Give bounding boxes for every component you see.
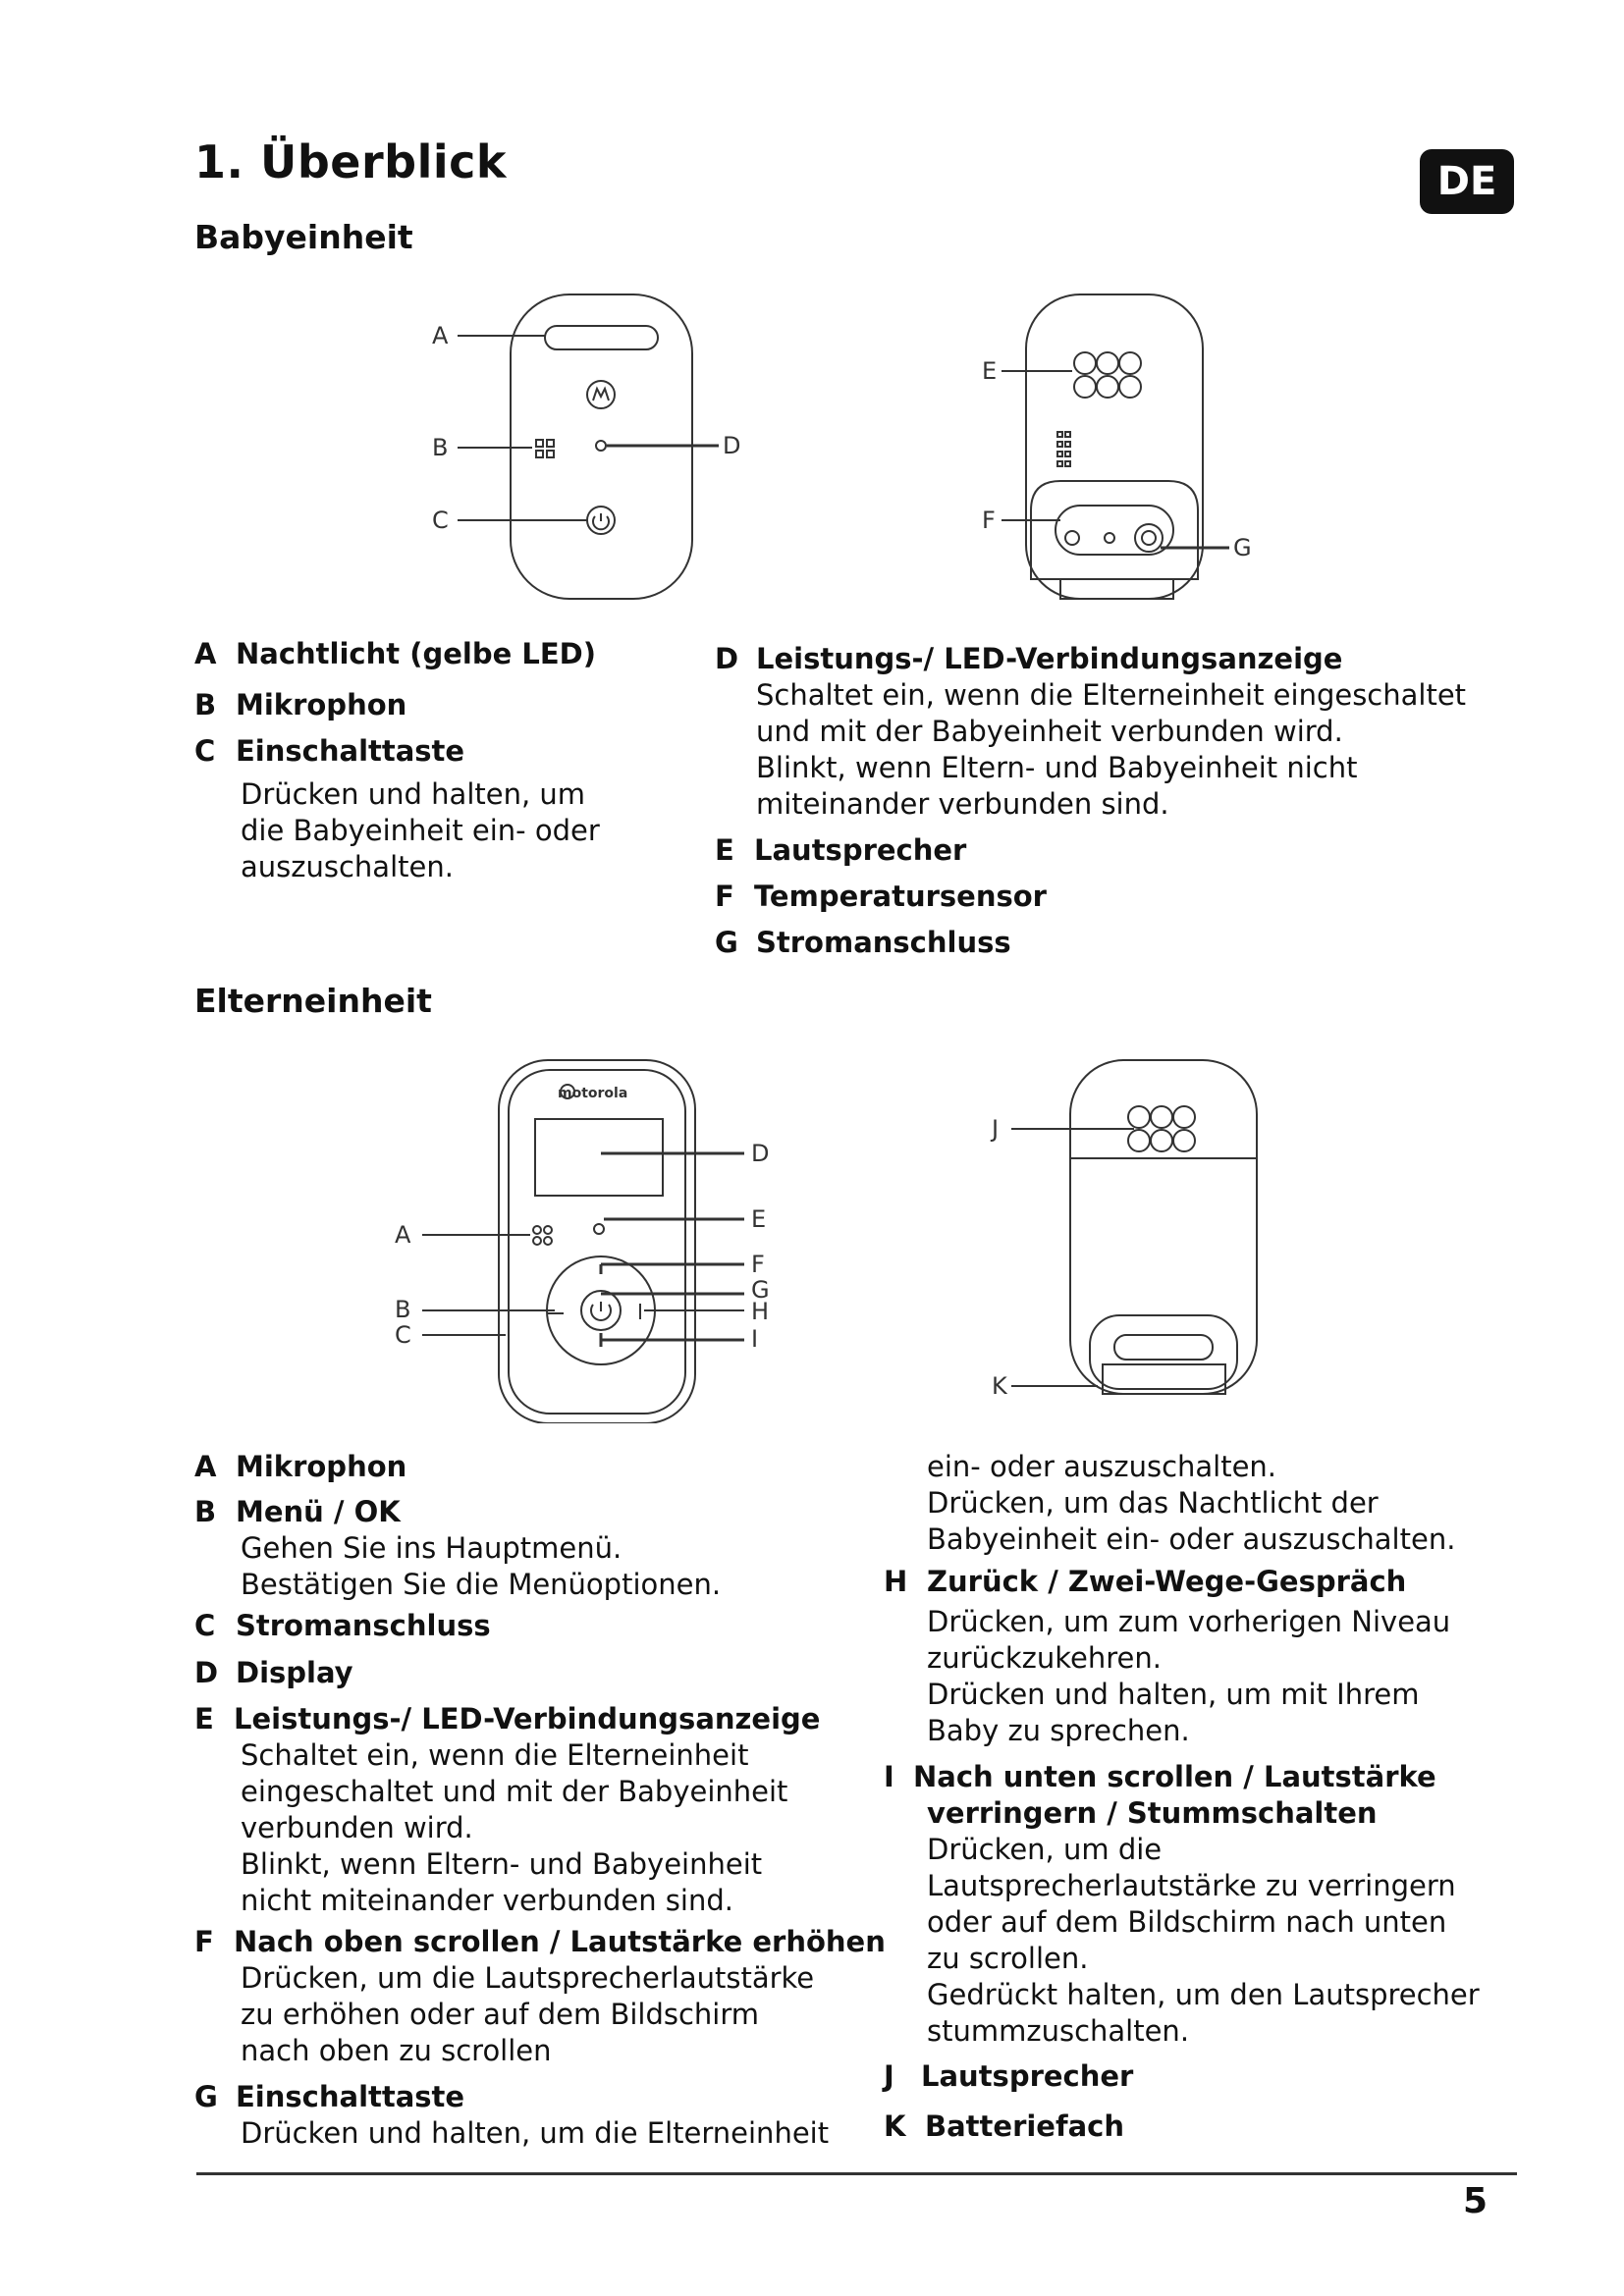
item-desc: nach oben zu scrollen (241, 2034, 552, 2067)
item-desc: Drücken und halten, um mit Ihrem (927, 1678, 1420, 1711)
parent-label-h: H (751, 1298, 770, 1325)
list-item (194, 687, 406, 723)
list-item (194, 1449, 406, 1485)
item-letter: C (194, 1609, 216, 1642)
baby-unit-heading: Babyeinheit (194, 218, 413, 256)
list-item (715, 925, 1011, 961)
list-item (715, 641, 1466, 823)
item-letter: E (715, 833, 734, 867)
item-desc: nicht miteinander verbunden sind. (241, 1884, 733, 1917)
list-item (194, 2079, 829, 2152)
item-desc: miteinander verbunden sind. (756, 787, 1169, 821)
list-item (715, 832, 966, 869)
item-title: Batteriefach (925, 2109, 1124, 2143)
item-desc: Bestätigen Sie die Menüoptionen. (241, 1568, 722, 1601)
item-letter: F (715, 880, 734, 913)
item-letter: E (194, 1702, 214, 1735)
item-desc: oder auf dem Bildschirm nach unten (927, 1905, 1447, 1939)
baby-label-a: A (432, 322, 449, 349)
item-letter: A (194, 637, 217, 670)
item-title: Einschalttaste (236, 2080, 465, 2113)
item-desc: Blinkt, wenn Eltern- und Babyeinheit nicht (756, 751, 1358, 784)
list-item (884, 1759, 1480, 2050)
item-letter: G (715, 926, 738, 959)
led-indicator (596, 441, 606, 451)
speaker-grille (1074, 352, 1141, 398)
battery-compartment (1090, 1315, 1237, 1389)
item-title: Stromanschluss (756, 926, 1011, 959)
page-title: 1. Überblick (194, 135, 507, 188)
item-letter: J (884, 2059, 894, 2093)
baby-label-d: D (723, 432, 741, 459)
item-title: verringern / Stummschalten (927, 1796, 1378, 1830)
item-letter: D (194, 1656, 219, 1689)
item-desc: Gehen Sie ins Hauptmenü. (241, 1531, 623, 1565)
baby-unit-back-body (1026, 294, 1203, 599)
list-item (715, 879, 1047, 915)
parent-label-a: A (395, 1221, 411, 1249)
item-desc: zu scrollen. (927, 1942, 1089, 1975)
item-desc: verbunden wird. (241, 1811, 473, 1844)
list-item (194, 1924, 886, 2069)
parent-label-d: D (751, 1140, 770, 1167)
temperature-sensor (1065, 531, 1079, 545)
baby-label-b: B (432, 434, 449, 461)
item-desc: auszuschalten. (241, 850, 454, 883)
display-screen (535, 1119, 663, 1196)
parent-label-g: G (751, 1276, 770, 1304)
item-letter: I (884, 1760, 894, 1793)
list-item (884, 2109, 1124, 2145)
item-desc: Baby zu sprechen. (927, 1714, 1190, 1747)
item-desc: Schaltet ein, wenn die Elterneinheit eingeschaltet (756, 678, 1467, 712)
item-title: Nach unten scrollen / Lautstärke (913, 1760, 1436, 1793)
item-title: Einschalttaste (236, 734, 465, 768)
item-letter: B (194, 1495, 217, 1528)
item-desc: ein- oder auszuschalten. (927, 1450, 1277, 1483)
page-number: 5 (1463, 2181, 1489, 2221)
item-title: Mikrophon (236, 1450, 407, 1483)
list-item (194, 1494, 721, 1603)
baby-label-g: G (1233, 534, 1252, 561)
footer-rule (196, 2172, 1517, 2175)
item-letter: C (194, 734, 216, 768)
item-desc: stummzuschalten. (927, 2014, 1190, 2048)
baby-label-f: F (982, 507, 996, 534)
baby-label-c: C (432, 507, 449, 534)
item-title: Zurück / Zwei-Wege-Gespräch (927, 1565, 1407, 1598)
item-title: Leistungs-/ LED-Verbindungsanzeige (234, 1702, 821, 1735)
power-jack (1135, 524, 1163, 552)
item-letter: B (194, 688, 217, 721)
list-item (194, 1701, 820, 1919)
parent-unit-diagram (383, 1050, 1286, 1423)
list-item (884, 1564, 1450, 1749)
mic-hole (536, 440, 543, 447)
list-item (194, 733, 600, 885)
parent-label-j: J (992, 1115, 1000, 1143)
item-letter: D (715, 642, 739, 675)
list-item (194, 1655, 353, 1691)
item-desc: Lautsprecherlautstärke zu verringern (927, 1869, 1456, 1902)
item-title: Leistungs-/ LED-Verbindungsanzeige (756, 642, 1343, 675)
parent-label-b: B (395, 1296, 411, 1323)
parent-label-f: F (751, 1251, 765, 1278)
item-title: Mikrophon (236, 688, 407, 721)
item-desc: die Babyeinheit ein- oder (241, 814, 600, 847)
item-letter: F (194, 1925, 214, 1958)
item-title: Nachtlicht (gelbe LED) (236, 637, 596, 670)
item-desc: eingeschaltet und mit der Babyeinheit (241, 1775, 788, 1808)
item-title: Menü / OK (236, 1495, 401, 1528)
item-title: Display (236, 1656, 353, 1689)
item-desc: Schaltet ein, wenn die Elterneinheit (241, 1738, 749, 1772)
item-desc: Drücken, um die (927, 1833, 1163, 1866)
item-desc: Drücken, um zum vorherigen Niveau (927, 1605, 1451, 1638)
item-desc: Drücken und halten, um die Elterneinheit (241, 2116, 830, 2150)
list-item (194, 636, 596, 672)
parent-label-k: K (992, 1372, 1007, 1400)
item-desc: Blinkt, wenn Eltern- und Babyeinheit (241, 1847, 763, 1881)
parent-label-c: C (395, 1321, 411, 1349)
baby-label-e: E (982, 357, 998, 385)
language-badge: DE (1420, 149, 1514, 214)
item-title: Lautsprecher (754, 833, 967, 867)
item-letter: G (194, 2080, 218, 2113)
item-desc: und mit der Babyeinheit verbunden wird. (756, 715, 1343, 748)
item-desc: Babyeinheit ein- oder auszuschalten. (927, 1522, 1456, 1556)
parent-label-e: E (751, 1205, 767, 1233)
mic-holes (533, 1226, 552, 1245)
nightlight-bar (545, 326, 658, 349)
list-item (194, 1608, 491, 1644)
brand-name: motorola (558, 1086, 628, 1101)
item-desc: Drücken und halten, um (241, 777, 586, 811)
baby-unit-diagram (412, 285, 1257, 628)
list-item (884, 2058, 1133, 2095)
item-title: Temperatursensor (754, 880, 1047, 913)
speaker-grille (1128, 1106, 1195, 1151)
item-letter: H (884, 1565, 908, 1598)
item-letter: K (884, 2109, 906, 2143)
led-indicator (594, 1224, 604, 1234)
item-letter: A (194, 1450, 217, 1483)
item-title: Nach oben scrollen / Lautstärke erhöhen (234, 1925, 886, 1958)
parent-unit-back-body (1070, 1060, 1257, 1394)
item-title: Lautsprecher (921, 2059, 1134, 2093)
item-desc: Drücken, um die Lautsprecherlautstärke (241, 1961, 815, 1995)
item-desc: zu erhöhen oder auf dem Bildschirm (241, 1998, 760, 2031)
item-desc: zurückzukehren. (927, 1641, 1162, 1675)
item-title: Stromanschluss (236, 1609, 491, 1642)
parent-label-i: I (751, 1325, 759, 1353)
parent-unit-heading: Elterneinheit (194, 982, 432, 1020)
parent-unit-front-body (499, 1060, 695, 1423)
item-desc: Drücken, um das Nachtlicht der (927, 1486, 1379, 1520)
item-desc: Gedrückt halten, um den Lautsprecher (927, 1978, 1480, 2011)
list-item-continuation (927, 1449, 1455, 1558)
